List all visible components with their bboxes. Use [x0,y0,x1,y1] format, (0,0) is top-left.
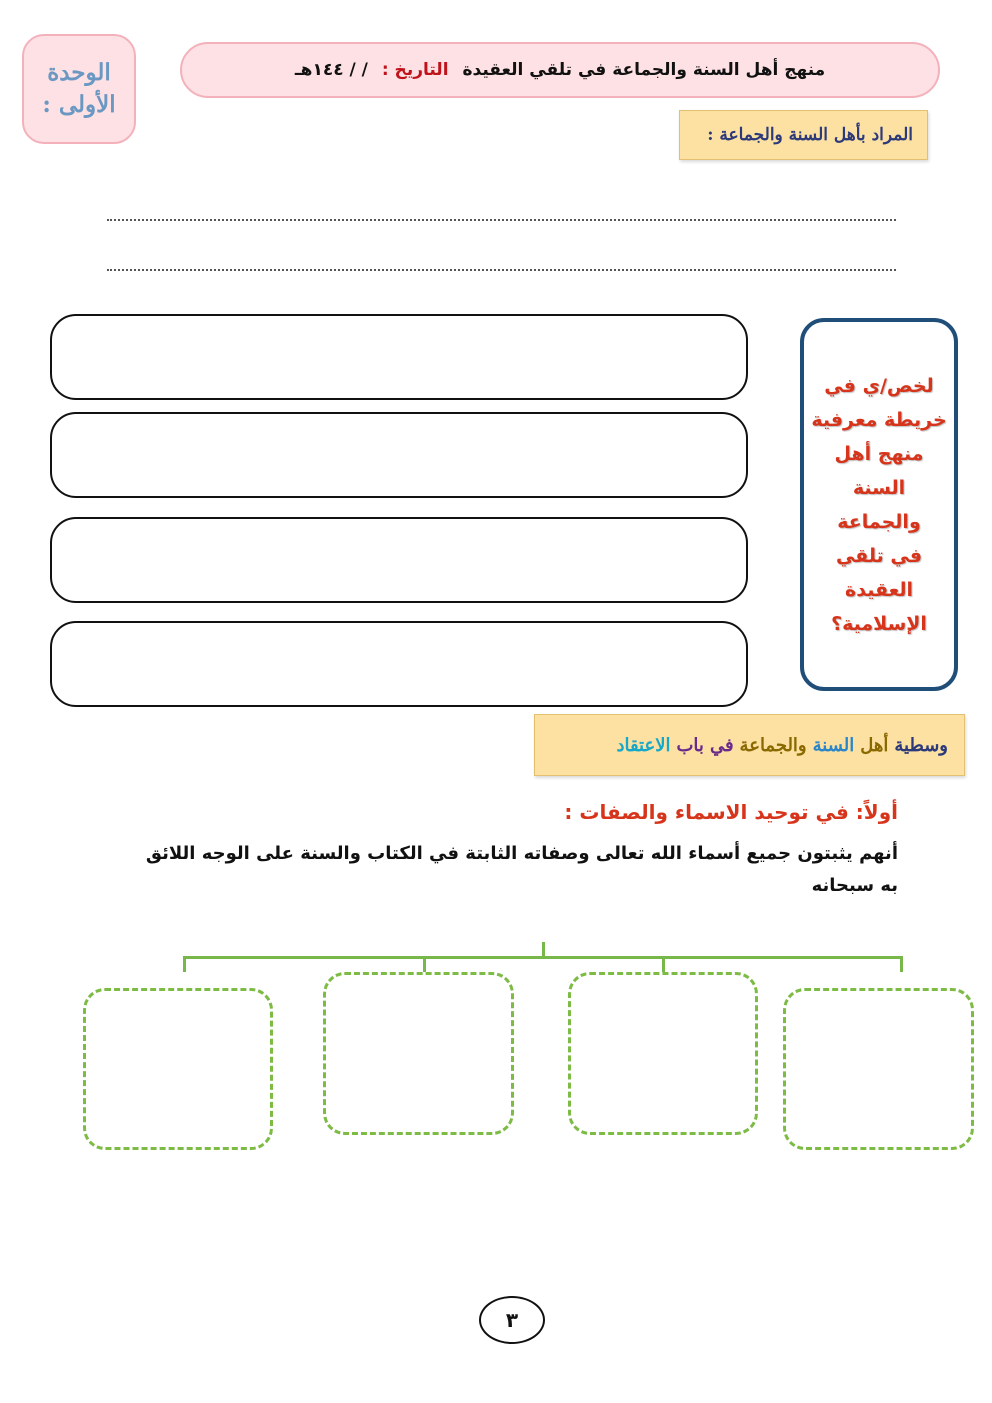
tree-branch-2 [423,956,426,972]
dashed-answer-box-1[interactable] [83,988,273,1150]
section-heading: أولاً: في توحيد الاسماء والصفات : [564,800,898,824]
answer-line-1[interactable] [107,219,896,221]
answer-line-2[interactable] [107,269,896,271]
page-number [479,1296,545,1344]
unit-badge [22,34,136,144]
banner-word-1: وسطية [894,734,948,756]
date-label: التاريخ : [381,60,449,80]
answer-box-4[interactable] [50,621,748,707]
lesson-title: منهج أهل السنة والجماعة في تلقي العقيدة [462,60,826,80]
banner-word-5: في [709,734,734,756]
banner-word-6: باب [676,734,704,756]
tree-horizontal-line [183,956,903,959]
section-body: أنهم يثبتون جميع أسماء الله تعالى وصفاته الثابتة في الكتاب والسنة على الوجه اللائق به سبحانه [145,843,898,896]
banner-word-4: والجماعة [739,734,807,756]
banner-word-2: أهل [860,734,889,756]
banner-meaning-text: المراد بأهل السنة والجماعة : [707,125,913,145]
dashed-answer-box-2[interactable] [323,972,514,1135]
banner-meaning [679,110,928,160]
answer-box-1[interactable] [50,314,748,400]
date-value: / / ١٤٤هـ [294,60,368,80]
banner-moderation [534,714,965,776]
answer-box-2[interactable] [50,412,748,498]
dashed-answer-box-4[interactable] [783,988,974,1150]
dashed-answer-box-3[interactable] [568,972,758,1135]
header-pill [180,42,940,98]
unit-badge-line2: الأولى : [42,91,116,118]
page-number-text: ٣ [505,1308,519,1332]
unit-badge-line1: الوحدة [47,59,111,86]
tree-branch-4 [900,956,903,972]
instruction-text: لخص/ي في خريطة معرفية منهج أهل السنة والجماعة في تلقي العقيدة الإسلامية؟ [811,374,947,635]
banner-word-3: السنة [812,734,855,756]
instruction-box [800,318,958,691]
banner-word-7: الاعتقاد [616,734,671,756]
answer-box-3[interactable] [50,517,748,603]
tree-branch-1 [183,956,186,972]
tree-branch-3 [662,956,665,972]
